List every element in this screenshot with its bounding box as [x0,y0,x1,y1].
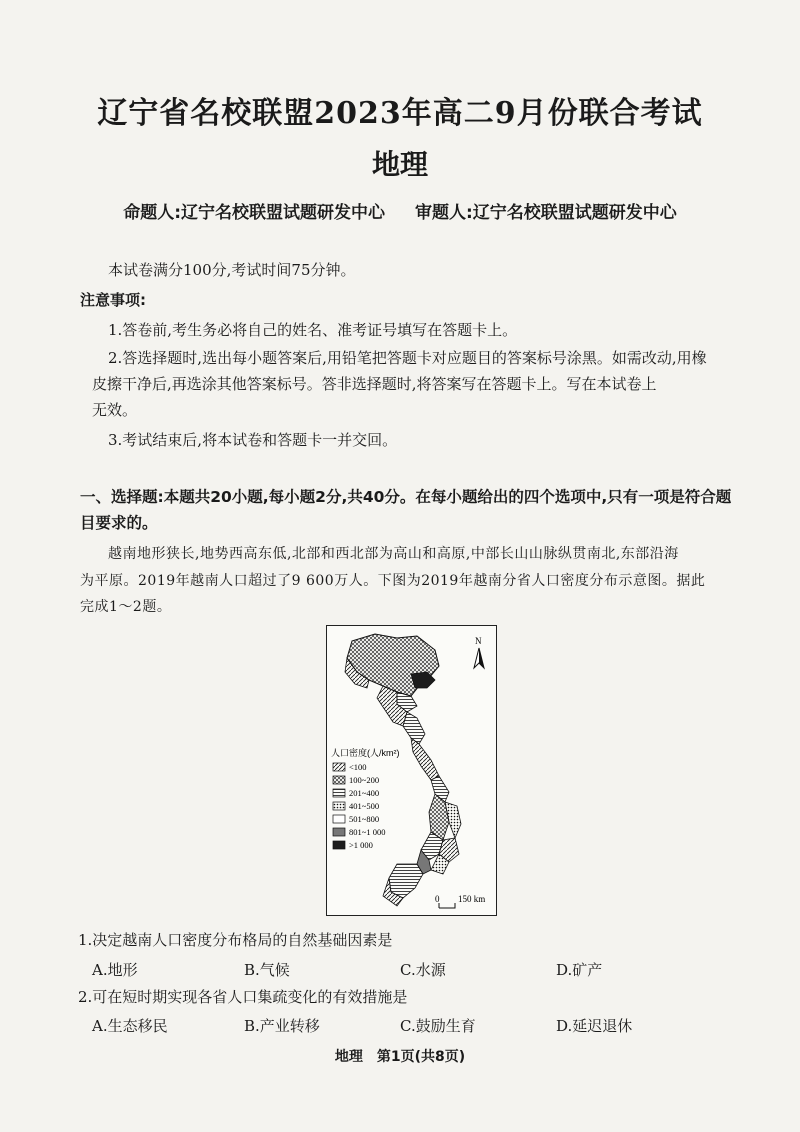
north-arrow-icon [474,648,484,668]
legend-title: 人口密度(人/km²) [331,748,400,758]
map-legend [331,747,400,850]
legend-label: 501~800 [349,814,380,824]
note-item: 无效。 [92,401,138,419]
exam-title: 辽宁省名校联盟2023年高二9月份联合考试 [97,96,703,131]
scale-bar [435,894,485,908]
question-option: D.延迟退休 [556,1017,633,1035]
legend-label: 801~1 000 [349,827,386,837]
legend-swatch [333,763,345,771]
question-stem: 1.决定越南人口密度分布格局的自然基础因素是 [78,931,393,949]
question-option: D.矿产 [556,961,603,979]
legend-label: 401~500 [349,801,380,811]
note-item: 1.答卷前,考生务必将自己的姓名、准考证号填写在答题卡上。 [108,321,518,339]
note-item: 2.答选择题时,选出每小题答案后,用铅笔把答题卡对应题目的答案标号涂黑。如需改动,用橡 [108,349,707,367]
north-label: N [475,636,482,646]
note-item: 皮擦干净后,再选涂其他答案标号。答非选择题时,将答案写在答题卡上。写在本试卷上 [92,375,657,393]
legend-label: 201~400 [349,788,380,798]
authors-line [0,198,800,223]
reviewer-label: 审题人:辽宁名校联盟试题研发中心 [414,203,677,223]
question-option: A.生态移民 [92,1017,168,1035]
legend-swatch [333,841,345,849]
question-option: B.产业转移 [244,1017,320,1035]
question-option: C.鼓励生育 [400,1017,476,1035]
legend-swatch [333,802,345,810]
legend-label: >1 000 [349,840,373,850]
section-heading: 一、选择题:本题共20小题,每小题2分,共40分。在每小题给出的四个选项中,只有一项是符合题 [80,488,732,506]
exam-info: 本试卷满分100分,考试时间75分钟。 [108,261,356,279]
legend-label: <100 [349,762,367,772]
question-option: C.水源 [400,961,446,979]
legend-swatch [333,789,345,797]
question-stem: 2.可在短时期实现各省人口集疏变化的有效措施是 [78,988,408,1006]
legend-swatch [333,815,345,823]
question-option: B.气候 [244,961,290,979]
map-svg [327,626,496,915]
legend-label: 100~200 [349,775,380,785]
scale-label: 150 km [458,894,486,904]
legend-swatch [333,828,345,836]
subject-title: 地理 [371,148,428,181]
page-footer: 地理 第1页(共8页) [334,1049,466,1065]
setter-label: 命题人:辽宁名校联盟试题研发中心 [123,203,386,223]
passage-line: 完成1～2题。 [80,599,172,615]
question-option: A.地形 [92,961,138,979]
legend-swatch [333,776,345,784]
scale-zero: 0 [435,894,440,904]
vietnam-density-map [326,625,497,916]
section-heading-cont: 目要求的。 [80,514,158,532]
passage-line: 为平原。2019年越南人口超过了9 600万人。下图为2019年越南分省人口密度分布示意图。据此 [80,573,706,589]
note-item: 3.考试结束后,将本试卷和答题卡一并交回。 [108,431,398,449]
passage-line: 越南地形狭长,地势西高东低,北部和西北部为高山和高原,中部长山山脉纵贯南北,东部沿海 [108,546,679,562]
notes-heading: 注意事项: [80,291,146,309]
